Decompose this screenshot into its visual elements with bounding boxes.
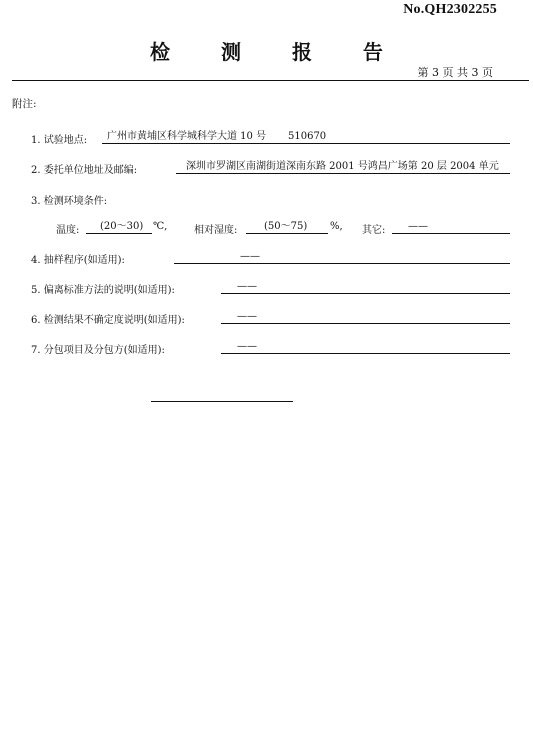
test-site-address: 广州市黄埔区科学城科学大道 10 号 bbox=[107, 131, 267, 142]
deviation-field bbox=[221, 279, 510, 294]
temperature-field bbox=[86, 219, 152, 234]
sampling-label: 4. 抽样程序(如适用): bbox=[31, 255, 125, 266]
client-address-value: 深圳市罗湖区南湖街道深南东路 2001 号鸿昌广场第 20 层 2004 单元 bbox=[186, 161, 499, 172]
environment-label: 3. 检测环境条件: bbox=[31, 196, 108, 207]
other-field bbox=[392, 219, 510, 234]
report-number: No.QH2302255 bbox=[403, 2, 497, 17]
humidity-field bbox=[246, 219, 328, 234]
sampling-value: —— bbox=[240, 251, 260, 262]
test-site-postcode: 510670 bbox=[288, 131, 327, 142]
other-value: —— bbox=[408, 221, 428, 232]
test-site-label: 1. 试验地点: bbox=[31, 135, 88, 146]
sampling-field bbox=[174, 249, 510, 264]
report-title: 检 测 报 告 bbox=[150, 40, 405, 64]
appendix-label: 附注: bbox=[12, 98, 37, 110]
header-rule bbox=[12, 80, 529, 81]
uncertainty-field bbox=[221, 309, 510, 324]
test-site-field bbox=[102, 129, 510, 144]
other-label: 其它: bbox=[362, 225, 386, 236]
deviation-value: —— bbox=[237, 281, 257, 292]
deviation-label: 5. 偏离标准方法的说明(如适用): bbox=[31, 285, 175, 296]
client-address-label: 2. 委托单位地址及邮编: bbox=[31, 165, 138, 176]
temperature-label: 温度: bbox=[56, 225, 80, 236]
subcontract-label: 7. 分包项目及分包方(如适用): bbox=[31, 345, 165, 356]
subcontract-value: —— bbox=[237, 341, 257, 352]
humidity-unit: %, bbox=[330, 221, 343, 232]
uncertainty-value: —— bbox=[237, 311, 257, 322]
end-rule bbox=[151, 401, 293, 402]
page-indicator: 第 3 页 共 3 页 bbox=[417, 66, 493, 79]
temperature-value: (20～30) bbox=[100, 221, 144, 232]
humidity-value: (50～75) bbox=[264, 221, 308, 232]
temperature-unit: ℃, bbox=[153, 221, 168, 232]
subcontract-field bbox=[221, 339, 510, 354]
humidity-label: 相对湿度: bbox=[194, 225, 238, 236]
uncertainty-label: 6. 检测结果不确定度说明(如适用): bbox=[31, 315, 185, 326]
client-address-field bbox=[176, 159, 510, 174]
